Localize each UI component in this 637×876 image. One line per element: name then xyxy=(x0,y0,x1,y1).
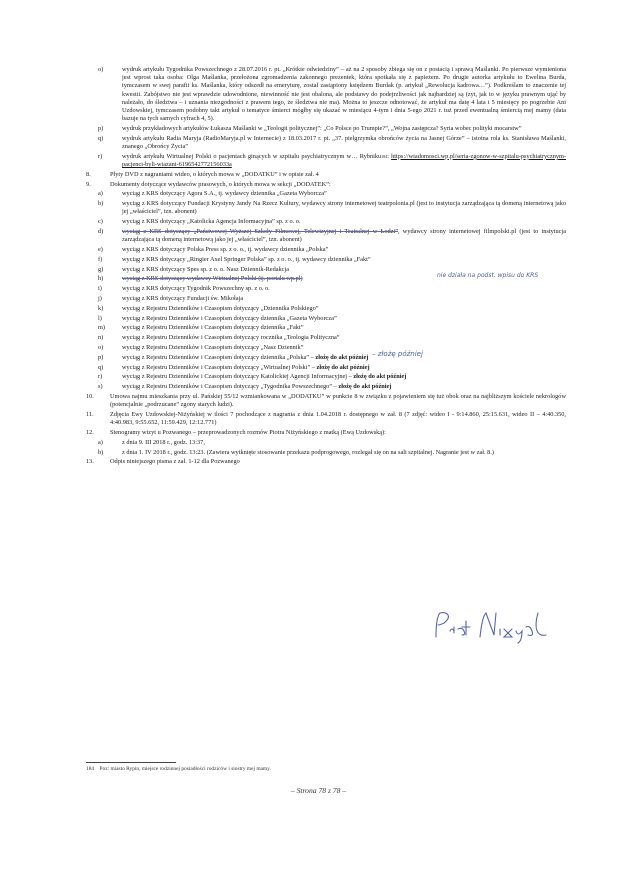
publisher-doc-item xyxy=(86,324,566,332)
publisher-doc-item-text: wyciąg z Rejestru Dzienników i Czasopism dotyczący „Tygodnika Powszechnego” – złożę do akt później xyxy=(122,383,392,391)
attachment-sub-item-text: wydruk artykułu Wirtualnej Polski o pacjentach ginących w szpitalu psychiatrycznym w… Rybniku$^{184}$: https://wiadomosci.wp.pl/seria-zgonow-w-szpitalu-psychiatrycznym-pacjenci-byli-wiazani-6196542772156033a xyxy=(122,152,566,169)
publisher-doc-item xyxy=(86,190,566,198)
publisher-doc-item-text: wyciąg z KRS dotyczący Polska Press sp. z o. o., tj. wydawcy dziennika „Polska” xyxy=(122,246,329,253)
article-link[interactable]: https://wiadomosci.wp.pl/seria-zgonow-w-szpitalu-psychiatrycznym-pacjenci-byli-wiazani-6196542772156033a xyxy=(122,152,566,169)
publisher-doc-item xyxy=(86,344,566,352)
publisher-doc-item xyxy=(86,256,566,264)
publisher-doc-item-text: wyciąg z Rejestru Dzienników i Czasopism dotyczący dziennika „Gazeta Wyborcza” xyxy=(122,314,337,322)
attachment-item-text: Dokumenty dotyczące wydawców prasowych, o których mowa w sekcji „DODATEK”: xyxy=(110,180,331,188)
attachment-item-text: Odpis niniejszego pisma z zał. 1-12 dla Pozwanego xyxy=(110,458,240,466)
attachment-item xyxy=(86,171,566,179)
transcript-item-label: a) xyxy=(98,438,103,446)
publisher-doc-item xyxy=(86,285,566,293)
publisher-doc-item xyxy=(86,246,566,254)
publisher-doc-item-label: l) xyxy=(98,314,102,322)
publisher-doc-item-label: c) xyxy=(98,218,103,226)
page-number: – Strona 78 z 78 – xyxy=(290,786,347,795)
publisher-doc-item-text: wyciąg z Rejestru Dzienników i Czasopism dotyczący dziennika „Polska” – złożę do akt później xyxy=(122,353,369,361)
attachment-item xyxy=(86,411,566,427)
publisher-doc-item-label: h) xyxy=(98,275,104,283)
publisher-doc-item-text: wyciąg z Rejestru Dzienników i Czasopism dotyczący dziennika „Fakt” xyxy=(122,324,304,332)
publisher-doc-item xyxy=(86,373,566,381)
publisher-doc-item-text: wyciąg z KRS dotyczący Fundacji św. Mikołaja xyxy=(122,294,244,302)
publisher-doc-item-text: wyciąg z Rejestru Dzienników i Czasopism dotyczący „Wirtualnej Polski” – złożę do akt później xyxy=(122,363,370,371)
publisher-doc-item-label: m) xyxy=(98,324,105,332)
transcript-item-text: z dnia 1. IV 2018 r., godz. 13:23. (Zawiera wytknięte stosowanie przekazu podprogowego, rozlegał się on na sali szpitalnej. Nagranie jest w zał. 8.) xyxy=(122,448,494,456)
publisher-doc-item xyxy=(86,315,566,323)
transcript-item-label: b) xyxy=(98,448,104,456)
publisher-doc-item-text: wyciąg z KRS dotyczący Tygodnik Powszechny sp. z o. o. xyxy=(122,285,270,293)
later-submission-note: złożę do akt później xyxy=(336,383,392,391)
attachment-item-label: 11. xyxy=(86,410,94,418)
publisher-doc-item xyxy=(86,228,566,244)
publisher-doc-item xyxy=(86,305,566,313)
publisher-doc-item-label: q) xyxy=(98,363,104,371)
attachment-item-label: 10. xyxy=(86,392,94,400)
publisher-doc-item-label: s) xyxy=(98,383,103,391)
publisher-doc-item-label: a) xyxy=(98,190,103,198)
publisher-doc-item-text: wyciąg z Rejestru Dzienników i Czasopism dotyczący Katolickiej Agencji Informacyjnej – złożę do akt później xyxy=(122,373,407,381)
publisher-doc-item-text: wyciąg z Rejestru Dzienników i Czasopism dotyczący „Dziennika Polskiego” xyxy=(122,304,319,312)
footnote-text: Poz: miasto Rypin, miejsce rodzinnej posiadłości rodziców i siostry mej mamy. xyxy=(99,766,271,772)
publisher-doc-item xyxy=(86,383,566,391)
struck-text: wyciąg z KRS dotyczący „Państwowej Wyższej Szkoły Filmowej, Telewizyjnej i Teatralnej w Łodzi” xyxy=(122,228,398,235)
attachment-item-label: 8. xyxy=(86,170,91,178)
attachment-item-text: Stenogramy wizyt u Pozwanego – przeprowadzonych rozmów Piotra Niżyńskiego z matką (Ewą Uzdowską): xyxy=(110,428,386,436)
publisher-doc-item xyxy=(86,295,566,303)
publisher-doc-item-text: wyciąg z KRS dotyczący Spes sp. z o. o. Nasz Dziennik-Redakcja xyxy=(122,265,289,273)
publisher-doc-item-label: g) xyxy=(98,265,104,273)
publisher-doc-item-text: wyciąg z KRS dotyczący Fundacji Krystyny Jandy Na Rzecz Kultury, wydawcy strony internetowej teatrpolonia.pl (jest to instytucja zarządzająca tą domeną internetową jako jej „właściciel”, tzn. abonent) xyxy=(122,200,566,216)
publisher-doc-item xyxy=(86,364,566,372)
attachment-sub-item-text: wydruk przykładowych artykułów Łukasza Maślanki w „Teologii politycznej”: „Co Polsce po Trumpie?”, „Wojna zastępcza? Syria wobec polityki mocarstw” xyxy=(122,125,522,133)
attachment-item-text: Umowa najmu mieszkania przy ul. Pańskiej 55/12 wzmiankowana w „DODATKU” w punkcie 8 w związku z pojawieniem się tuż obok oraz na najbliższym kościele nekrologów (potencjalnie „podrzucane” zgony starych ludzi). xyxy=(110,392,566,409)
attachment-item-label: 9. xyxy=(86,180,91,188)
publisher-doc-item-text: wyciąg z KRS dotyczący Agora S.A., tj. wydawcy dziennika „Gazeta Wyborcza” xyxy=(122,190,327,198)
footnote-ref: 184 xyxy=(381,153,388,159)
signature xyxy=(430,607,570,647)
publisher-doc-item-text: wyciąg z Rejestru Dzienników i Czasopism dotyczący „Nasz Dziennik” xyxy=(122,343,304,351)
footnote-number: 184 xyxy=(86,766,95,772)
publisher-doc-item-label: i) xyxy=(98,285,102,293)
publisher-doc-item-label: r) xyxy=(98,373,103,381)
attachment-item-label: 12. xyxy=(86,428,94,436)
publisher-doc-item xyxy=(86,354,566,362)
document-body xyxy=(86,66,566,468)
attachment-item xyxy=(86,393,566,409)
attachment-sub-item-label: p) xyxy=(98,125,104,133)
attachment-item xyxy=(86,458,566,466)
attachment-sub-item xyxy=(86,125,566,133)
publisher-doc-item-label: p) xyxy=(98,353,104,361)
later-submission-note: złożę do akt później xyxy=(314,363,370,371)
attachment-sub-item-label: q) xyxy=(98,134,104,142)
publisher-doc-item-text: wyciąg z KRS dotyczący „Ringier Axel Springer Polska” sp. z o. o., tj. wydawcy dziennika „Fakt” xyxy=(122,255,371,263)
attachment-sub-item-label: r) xyxy=(98,152,103,160)
publisher-doc-item-text: wyciąg z KRS dotyczący „Katolicka Agencja Informacyjna” sp. z o. o. xyxy=(122,218,301,226)
publisher-doc-item-label: j) xyxy=(98,294,102,302)
transcript-item xyxy=(86,439,566,447)
handwritten-note-h: – złożę później xyxy=(372,350,423,358)
publisher-doc-item-label: f) xyxy=(98,255,103,263)
attachment-sub-item xyxy=(86,66,566,123)
attachment-item xyxy=(86,181,566,189)
publisher-doc-item-label: d) xyxy=(98,228,104,235)
later-submission-note: złożę do akt później xyxy=(313,353,369,361)
attachment-item-text: Zdjęcia Ewy Uzdowskiej-Niżyńskiej w ilości 7 pochodzące z nagrania z dnia 1.04.2018 r. dostępnego w zał. 8 (7 zdjęć: wideo I - 9:14.860, 25:15.631, wideo II – 4:40.350, 4:40.983, 9:55.652, 11:59.429, 12:12.771) xyxy=(110,410,566,427)
publisher-doc-item-label: k) xyxy=(98,304,104,312)
transcript-item-text: z dnia 9. III 2018 r., godz. 13:37, xyxy=(122,438,205,446)
struck-text: wyciąg z KRS dotyczący wydawcy Wirtualnej Polski (tj. portalu wp.pl) xyxy=(122,275,303,283)
publisher-doc-item-text: wyciąg z Rejestru Dzienników i Czasopism dotyczący rocznika „Teologia Polityczna” xyxy=(122,334,340,342)
attachment-sub-item xyxy=(86,153,566,169)
publisher-doc-item xyxy=(86,200,566,216)
later-submission-note: złożę do akt później xyxy=(351,373,407,381)
handwritten-note-c: nie działa na podst. wpisu do KRS xyxy=(437,272,539,279)
attachment-item xyxy=(86,429,566,437)
attachment-sub-item-text: wydruk artykułu Tygodnika Powszechnego z 28.07.2016 r. pt. „Krótkie odwiedziny” – aż na 2 sposoby zbiega się on z postacią i sprawą Maślanki. Po pierwsze wymieniona jest wprost taka osoba: Olga Maślanka, przełożona zgromadzenia zakonnego prezentek, która spotkała się z papieżem. Po drugie autorka artykułu to Ewelina Burda, tymczasem w swej parafii ks. Maślanka, który odszedł na emeryturę, został zastąpiony księdzem Burdak (p. artykuł „Rewolucja kadrowa…”). Podkreślam to znaczenie tej kwestii. Zabójstwo nie jest wprawdzie udowodnione, niewinność nie jest obalona, ale podstawy do podejrzliwości jak najbardziej są (zyt, jak to w języku prawnym ująć by należało, do śledztwa – i uznania niezgodności z prawem tego, że śledztwa nie ma). Można to jeszcze odnotować, że artykuł ma datę 4 lata i 5 miesięcy po pogrzebie Ani Uzdowskiej, tymczasem podobny takt artykuł o tematyce śmierci mógłby się ukazać w miesiącu 4-tym i dnia 5-ego 2021 r. tuż przed ewentualną śmiercią mej mamy (data bazuje na tych samych cyfrach 4, 5). xyxy=(122,66,566,123)
publisher-doc-item-label: e) xyxy=(98,246,103,253)
attachment-item-text: Płyty DVD z nagraniami wideo, o których mowa w „DODATKU” i w opisie zał. 4 xyxy=(110,170,319,178)
publisher-doc-item-label: b) xyxy=(98,200,104,208)
transcript-item xyxy=(86,449,566,457)
attachment-sub-item-label: o) xyxy=(98,66,104,73)
publisher-doc-item-label: n) xyxy=(98,334,104,342)
publisher-doc-item-label: o) xyxy=(98,343,104,351)
publisher-doc-item-text: wyciąg z KRS dotyczący „Państwowej Wyższej Szkoły Filmowej, Telewizyjnej i Teatralnej w Łodzi”, wydawcy strony internetowej filmpolski.pl (jest to instytucja zarządzająca tą domeną internetową jako jej „właściciel”, tzn. abonent) xyxy=(122,228,566,244)
footnote xyxy=(86,766,271,772)
attachment-sub-item-text: wydruk artykułu Radia Maryja (RadioMaryja.pl w Internecie) z 18.03.2017 r. pt. „37. pielgrzymka obrońców życia na Jasnej Górze” – istotna rola ks. Stanisława Maślanki, znanego „Obrońcy Życia” xyxy=(122,134,566,151)
attachment-item-label: 13. xyxy=(86,458,94,466)
publisher-doc-item xyxy=(86,334,566,342)
publisher-doc-item xyxy=(86,218,566,226)
footnote-separator xyxy=(86,762,176,763)
attachment-sub-item xyxy=(86,135,566,151)
